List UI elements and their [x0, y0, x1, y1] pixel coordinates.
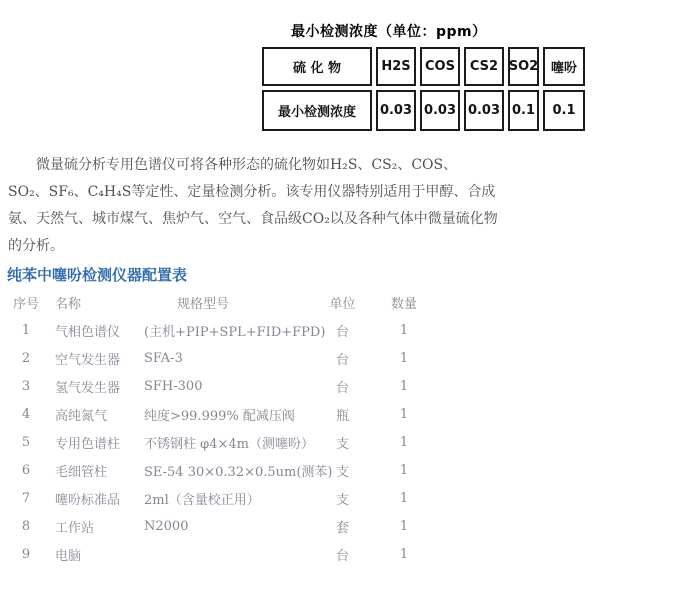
table-row-qty: 1	[399, 350, 409, 366]
table-row-qty: 1	[399, 462, 409, 478]
table-row-spec: (主机+PIP+SPL+FID+FPD)	[144, 324, 326, 340]
table-row-qty: 1	[399, 546, 409, 562]
table-row-name: 专用色谱柱	[55, 436, 121, 452]
table-row-unit: 套	[335, 520, 349, 536]
table-row-index: 3	[21, 378, 31, 394]
table-row-index: 6	[21, 462, 31, 478]
table-row-unit: 台	[335, 324, 349, 340]
table-row-index: 4	[21, 406, 31, 422]
min-table-header-cell: SO2	[508, 47, 539, 86]
min-table-header-cell: H2S	[376, 47, 416, 86]
table-row-index: 7	[21, 490, 31, 506]
table-row-spec: SFA-3	[144, 350, 183, 366]
min-table-value-row	[262, 90, 585, 131]
table-row-unit: 支	[335, 492, 349, 508]
paragraph-line: 的分析。	[8, 238, 64, 254]
config-col-header-name: 名称	[55, 296, 82, 312]
table-row-qty: 1	[399, 434, 409, 450]
table-row-name: 高纯氮气	[55, 408, 108, 424]
min-table-value-cell: 0.03	[376, 90, 416, 131]
table-row-qty: 1	[399, 322, 409, 338]
min-table-header-row	[262, 47, 585, 86]
min-table-header-cell: CS2	[464, 47, 504, 86]
min-table-header-cell: 噻吩	[543, 47, 585, 86]
table-row-unit: 台	[335, 548, 349, 564]
table-row-name: 电脑	[55, 548, 82, 564]
table-row-index: 8	[21, 518, 31, 534]
table-row-spec: SFH-300	[144, 378, 203, 394]
table-row-index: 9	[21, 546, 31, 562]
min-table-value-cell: 0.1	[543, 90, 585, 131]
table-row-name: 氢气发生器	[55, 380, 121, 396]
min-table-value-cell: 0.03	[420, 90, 460, 131]
min-detection-table	[262, 47, 585, 131]
table-row-spec: 不锈钢柱 φ4×4m（测噻吩）	[144, 436, 314, 452]
table-row-name: 工作站	[55, 520, 95, 536]
min-detection-title: 最小检测浓度（单位：ppm）	[291, 24, 487, 40]
table-row-index: 2	[21, 350, 31, 366]
paragraph-line: 微量硫分析专用色谱仪可将各种形态的硫化物如H₂S、CS₂、COS、	[8, 157, 458, 173]
config-table	[5, 288, 475, 568]
table-row-unit: 台	[335, 380, 349, 396]
table-row-name: 空气发生器	[55, 352, 121, 368]
config-col-header-unit: 单位	[329, 296, 356, 312]
table-row-unit: 支	[335, 464, 349, 480]
min-table-value-cell: 0.1	[508, 90, 539, 131]
table-row-name: 噻吩标准品	[55, 492, 121, 508]
table-row-spec: SE-54 30×0.32×0.5um(测苯)	[144, 464, 333, 480]
table-row-unit: 瓶	[335, 408, 349, 424]
table-row-name: 气相色谱仪	[55, 324, 121, 340]
config-col-header-spec: 规格型号	[177, 296, 230, 312]
min-table-value-cell: 最小检测浓度	[262, 90, 372, 131]
paragraph-line: SO₂、SF₆、C₄H₄S等定性、定量检测分析。该专用仪器特别适用于甲醇、合成	[8, 184, 496, 200]
table-row-spec: 2ml（含量校正用）	[144, 492, 260, 508]
table-row-spec	[144, 540, 305, 568]
paragraph-line: 氨、天然气、城市煤气、焦炉气、空气、食品级CO₂以及各种气体中微量硫化物	[8, 211, 498, 227]
table-row-qty: 1	[399, 490, 409, 506]
table-row-name: 毛细管柱	[55, 464, 108, 480]
table-row-qty: 1	[399, 378, 409, 394]
table-row-qty: 1	[399, 406, 409, 422]
table-row-qty: 1	[399, 518, 409, 534]
min-table-value-cell: 0.03	[464, 90, 504, 131]
min-table-header-cell: COS	[420, 47, 460, 86]
config-col-header-qty: 数量	[390, 296, 417, 312]
table-row-spec: 纯度>99.999% 配减压阀	[144, 408, 295, 424]
table-row-index: 1	[21, 322, 31, 338]
min-table-header-cell: 硫 化 物	[262, 47, 372, 86]
table-row-unit: 支	[335, 436, 349, 452]
config-col-header-index: 序号	[12, 296, 39, 312]
intro-paragraph	[8, 152, 498, 260]
config-table-title: 纯苯中噻吩检测仪器配置表	[7, 266, 188, 284]
table-row-spec: N2000	[144, 518, 189, 534]
table-row-unit: 台	[335, 352, 349, 368]
table-row-index: 5	[21, 434, 31, 450]
